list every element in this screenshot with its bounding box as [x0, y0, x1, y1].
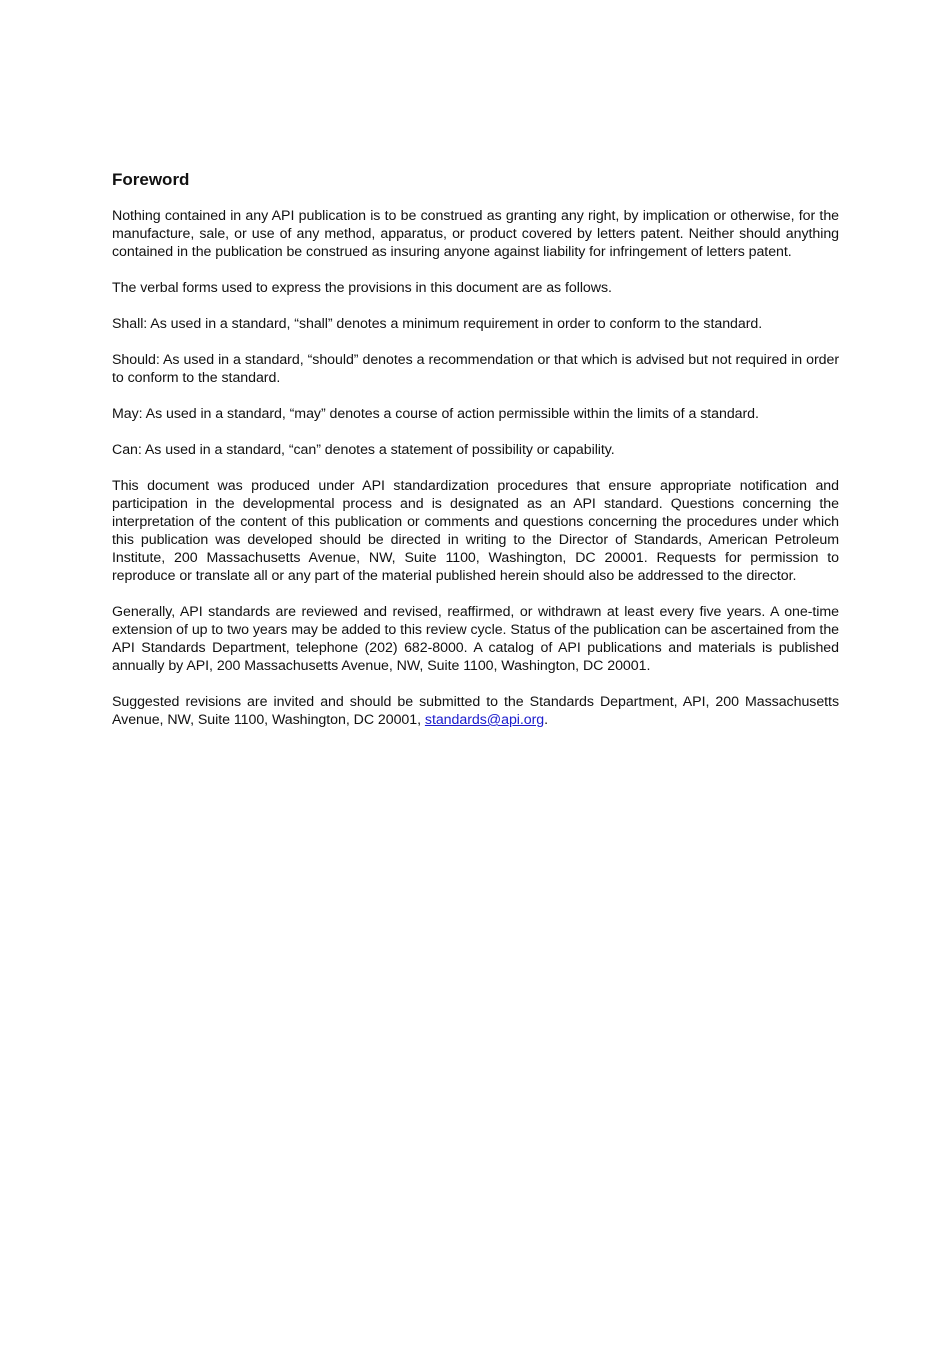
- page-title: Foreword: [112, 170, 190, 189]
- verbal-forms-intro-paragraph: The verbal forms used to express the provisions in this document are as follows.: [112, 280, 612, 296]
- document-page: [112, 169, 839, 747]
- shall-definition-paragraph: Shall: As used in a standard, “shall” denotes a minimum requirement in order to conform to the standard.: [112, 316, 763, 332]
- standardization-procedures-paragraph: This document was produced under API standardization procedures that ensure appropriate notification and participation in the developmental process and is designated as an API standard. Questions concerning the interpretation of the content of this publication or comments and questions concerning the procedures under which this publication was developed should be directed in writing to the Director of Standards, American Petroleum Institute, 200 Massachusetts Avenue, NW, Suite 1100, Washington, DC 20001. Requests for permission to reproduce or translate all or any part of the material published herein should also be addressed to the director.: [112, 478, 839, 584]
- should-definition-paragraph: Should: As used in a standard, “should” denotes a recommendation or that which is advised but not required in order to conform to the standard.: [112, 352, 839, 386]
- can-definition-paragraph: Can: As used in a standard, “can” denotes a statement of possibility or capability.: [112, 442, 615, 458]
- suggested-revisions-paragraph: [112, 693, 839, 729]
- may-definition-paragraph: May: As used in a standard, “may” denotes a course of action permissible within the limits of a standard.: [112, 406, 759, 422]
- suggested-revisions-period: .: [544, 712, 549, 728]
- patent-disclaimer-paragraph: Nothing contained in any API publication is to be construed as granting any right, by implication or otherwise, for the manufacture, sale, or use of any method, apparatus, or product covered by letters patent. Neither should anything contained in the publication be construed as insuring anyone against liability for infringement of letters patent.: [112, 208, 839, 260]
- review-cycle-paragraph: Generally, API standards are reviewed and revised, reaffirmed, or withdrawn at least every five years. A one-time extension of up to two years may be added to this review cycle. Status of the publication can be ascertained from the API Standards Department, telephone (202) 682-8000. A catalog of API publications and materials is published annually by API, 200 Massachusetts Avenue, NW, Suite 1100, Washington, DC 20001.: [112, 604, 839, 674]
- standards-email-link[interactable]: standards@api.org: [424, 712, 545, 728]
- suggested-revisions-text: Suggested revisions are invited and should be submitted to the Standards Department, API, 200 Massachusetts Avenue, NW, Suite 1100, Washington, DC 20001,: [112, 694, 839, 728]
